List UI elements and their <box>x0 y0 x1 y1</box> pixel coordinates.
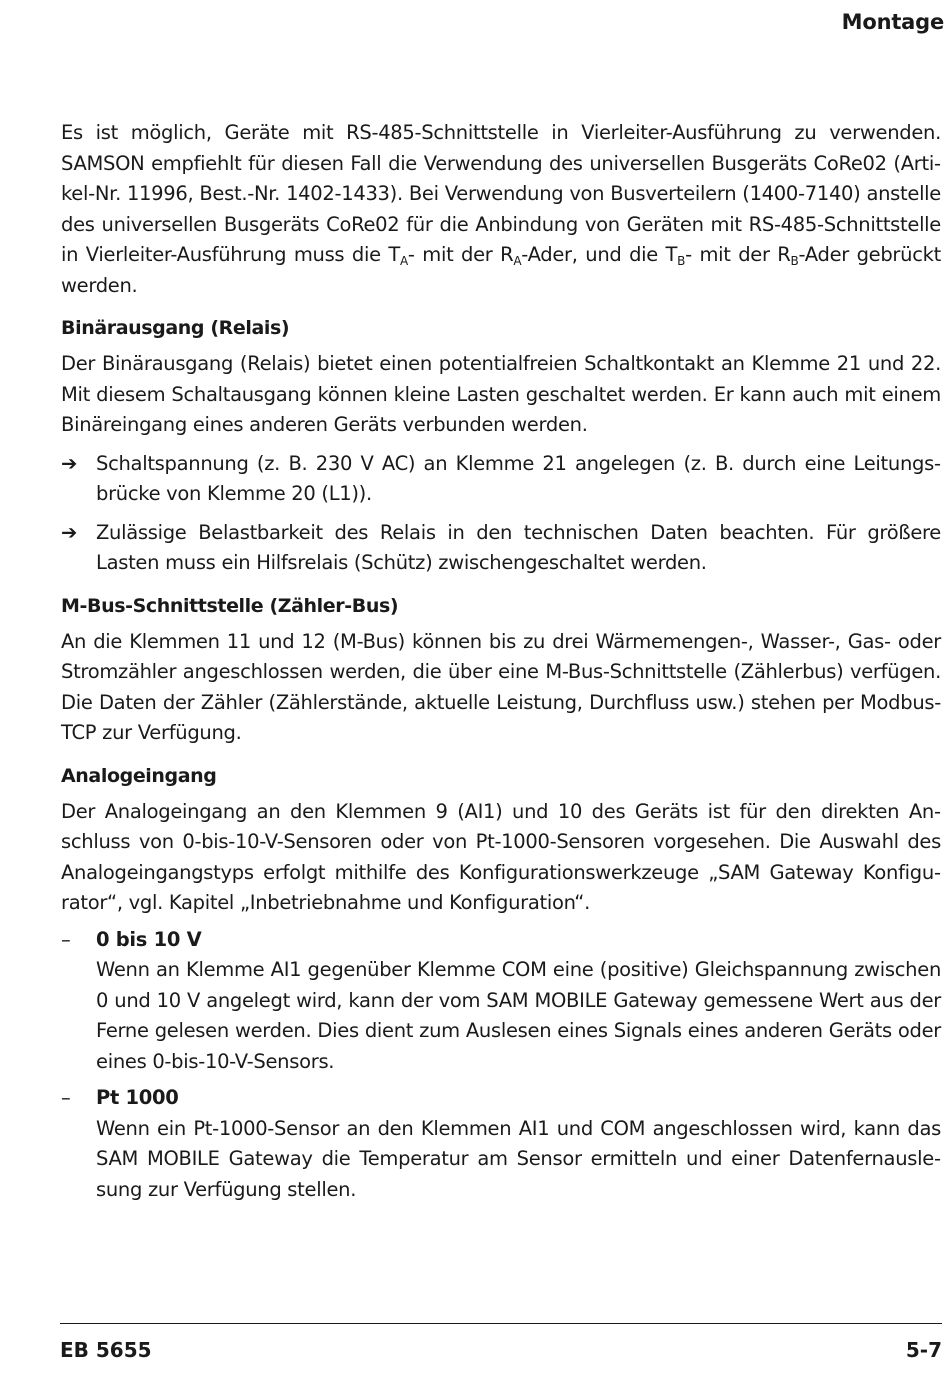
relay-instruction-text: Schaltspannung (z. B. 230 V AC) an Klemme 21 angelegen (z. B. durch eine Leitungsbrücke von Klemme 20 (L1)). <box>96 451 941 505</box>
dash-marker: – <box>61 927 71 951</box>
running-header-title: Montage <box>841 10 944 34</box>
footer-document-number: EB 5655 <box>60 1338 152 1362</box>
option-label: Pt 1000 <box>96 1086 179 1109</box>
option-label: 0 bis 10 V <box>96 927 202 951</box>
relay-instruction-text: Zulässige Belastbarkeit des Relais in den technischen Daten beachten. Für größere Lasten muss ein Hilfsrelais (Schütz) zwischengeschaltet werden. <box>96 520 941 574</box>
option-text: Wenn ein Pt-1000-Sensor an den Klemmen AI1 und COM angeschlossen wird, kann das SAM MOBILE Gateway die Temperatur am Sensor ermitteln und einer Datenfernauslesung zur Verfügung stellen. <box>96 1116 941 1201</box>
intro-paragraph: Es ist möglich, Geräte mit RS-485-Schnittstelle in Vierleiter-Ausführung zu verwenden. SAMSON empfiehlt für diesen Fall die Verwendung des universellen Busgeräts CoRe02 (Artikel-Nr. 11996, Best.-Nr. 1402-1433). Bei Verwendung von Busverteilern (1400-7140) anstelle des universellen Busgeräts CoRe02 für die Anbindung von Geräten mit RS-485-Schnittstelle in Vierleiter-Ausführung muss die $T_A-$ mit der $R_A$-Ader, und die $T_B-$ mit der $R_B$-Ader gebrückt werden. <box>61 121 941 297</box>
option-text: Wenn an Klemme AI1 gegenüber Klemme COM eine (positive) Gleichspannung zwischen 0 und 10 V angelegt wird, kann der vom SAM MOBILE Gateway gemessene Wert aus der Ferne gelesen werden. Dies dient zum Auslesen eines Signals eines anderen Geräts oder eines 0-bis-10-V-Sensors. <box>96 958 941 1073</box>
arrow-right-icon: ➔ <box>61 520 78 544</box>
dash-marker: – <box>61 1086 71 1109</box>
footer-page-number: 5-7 <box>905 1338 942 1362</box>
relay-instruction-1 <box>61 449 941 510</box>
relay-heading: Binärausgang (Relais) <box>61 317 290 339</box>
analog-heading: Analogeingang <box>61 764 217 787</box>
analog-option-pt1000 <box>61 1083 941 1205</box>
page-body <box>61 118 941 1205</box>
analog-paragraph: Der Analogeingang an den Klemmen 9 (AI1) und 10 des Geräts ist für den direkten Anschluss von 0-bis-10-V-Sensoren oder von Pt-1000-Sensoren vorgesehen. Die Auswahl des Analogeingangstyps erfolgt mithilfe des Konfigurationswerkzeuge „SAM Gateway Konfigurator“, vgl. Kapitel „Inbetriebnahme und Konfiguration“. <box>61 799 941 914</box>
mbus-heading: M-Bus-Schnittstelle (Zähler-Bus) <box>61 594 399 617</box>
relay-paragraph: Der Binärausgang (Relais) bietet einen potentialfreien Schaltkontakt an Klemme 21 und 22. Mit diesem Schaltausgang können kleine Lasten geschaltet werden. Er kann auch mit einem Binäreingang eines anderen Geräts verbunden werden. <box>61 352 941 436</box>
arrow-right-icon: ➔ <box>61 451 78 475</box>
analog-option-0-10v <box>61 925 941 1078</box>
footer-divider <box>60 1323 942 1324</box>
relay-instruction-2 <box>61 518 941 579</box>
mbus-paragraph: An die Klemmen 11 und 12 (M-Bus) können bis zu drei Wärmemengen-, Wasser-, Gas- oder Stromzähler angeschlossen werden, die über eine M-Bus-Schnittstelle (Zählerbus) verfügen. Die Daten der Zähler (Zählerstände, aktuelle Leistung, Durchfluss usw.) stehen per Modbus-TCP zur Verfügung. <box>61 629 941 744</box>
